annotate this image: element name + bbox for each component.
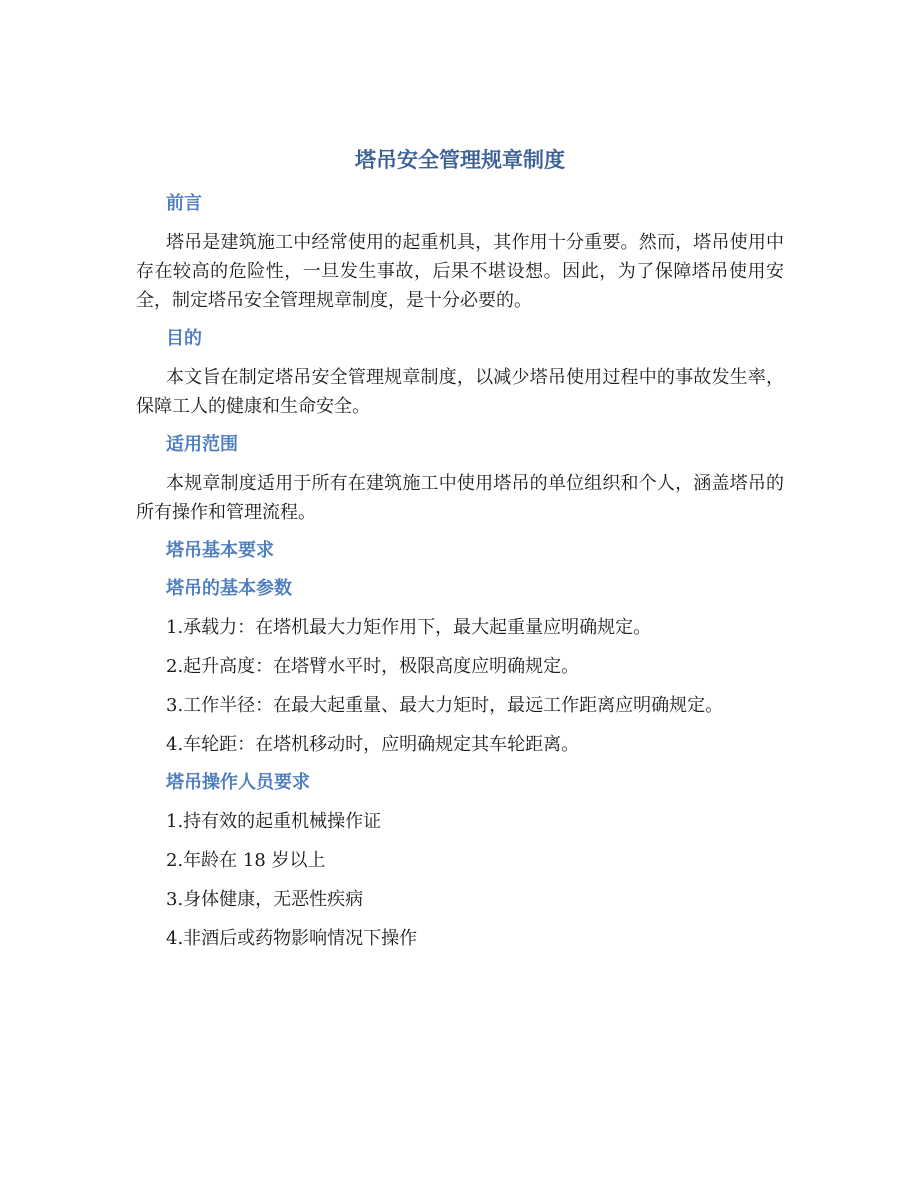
- list-item-parameter: 4.车轮距：在塔机移动时，应明确规定其车轮距离。: [166, 734, 580, 755]
- list-item-operator: 1.持有效的起重机械操作证: [166, 811, 382, 832]
- list-item-parameter: 1.承载力：在塔机最大力矩作用下，最大起重量应明确规定。: [166, 617, 652, 638]
- heading-parameters: 塔吊的基本参数: [166, 578, 292, 599]
- list-item-operator: 4.非酒后或药物影响情况下操作: [166, 928, 418, 949]
- heading-operators: 塔吊操作人员要求: [166, 772, 310, 793]
- paragraph-purpose: 本文旨在制定塔吊安全管理规章制度，以减少塔吊使用过程中的事故发生率，保障工人的健康和生命安全。: [136, 367, 784, 417]
- heading-scope: 适用范围: [166, 434, 238, 455]
- heading-preface: 前言: [166, 193, 202, 214]
- document-title: 塔吊安全管理规章制度: [355, 148, 565, 172]
- list-item-parameter: 3.工作半径：在最大起重量、最大力矩时，最远工作距离应明确规定。: [166, 695, 724, 716]
- paragraph-scope: 本规章制度适用于所有在建筑施工中使用塔吊的单位组织和个人，涵盖塔吊的所有操作和管理流程。: [136, 473, 784, 523]
- heading-basic-requirements: 塔吊基本要求: [166, 540, 274, 561]
- list-item-parameter: 2.起升高度：在塔臂水平时，极限高度应明确规定。: [166, 656, 580, 677]
- list-item-operator: 3.身体健康，无恶性疾病: [166, 889, 364, 910]
- document-page: [136, 140, 784, 963]
- paragraph-preface: 塔吊是建筑施工中经常使用的起重机具，其作用十分重要。然而，塔吊使用中存在较高的危险性，一旦发生事故，后果不堪设想。因此，为了保障塔吊使用安全，制定塔吊安全管理规章制度，是十分必要的。: [136, 232, 784, 311]
- heading-purpose: 目的: [166, 328, 202, 349]
- list-item-operator: 2.年龄在 18 岁以上: [166, 850, 326, 871]
